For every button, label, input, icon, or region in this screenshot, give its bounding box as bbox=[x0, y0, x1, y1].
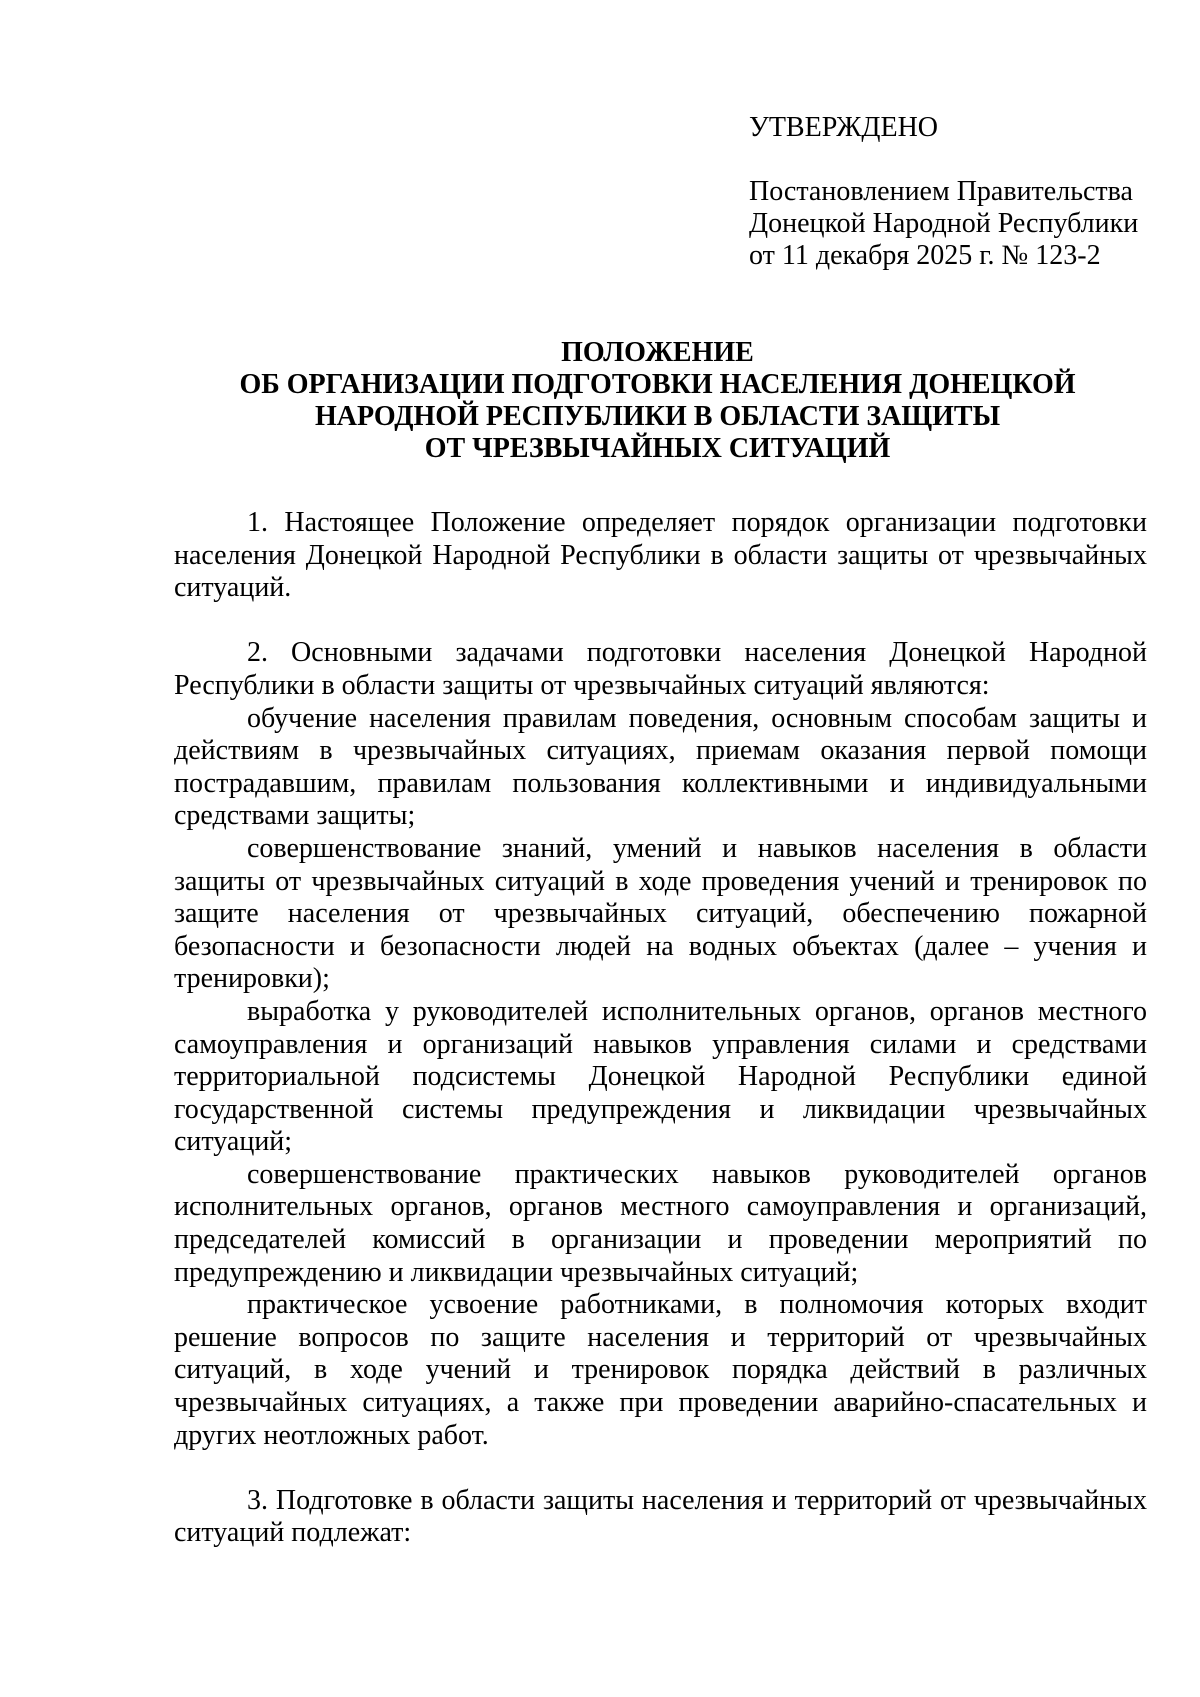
title-line-4: ОТ ЧРЕЗВЫЧАЙНЫХ СИТУАЦИЙ bbox=[424, 433, 891, 464]
paragraph-2-item-assimilation: практическое усвоение работниками, в полномочия которых входит решение вопросов по защите населения и территорий от чрезвычайных ситуаций, в ходе учений и тренировок порядка действий в различных чрезвычайных ситуациях, а также при проведении аварийно-спасательных и других неотложных работ. bbox=[174, 1289, 1147, 1451]
title-line-2: ОБ ОРГАНИЗАЦИИ ПОДГОТОВКИ НАСЕЛЕНИЯ ДОНЕЦКОЙ bbox=[239, 369, 1076, 400]
paragraph-2-item-skills: совершенствование знаний, умений и навыков населения в области защиты от чрезвычайных ситуаций в ходе проведения учений и тренировок по защите населения от чрезвычайных ситуаций, обеспечению пожарной безопасности и безопасности людей на водных объектах (далее – учения и тренировки); bbox=[174, 832, 1147, 995]
document-body bbox=[174, 507, 1147, 1550]
title-line-3: НАРОДНОЙ РЕСПУБЛИКИ В ОБЛАСТИ ЗАЩИТЫ bbox=[314, 401, 1001, 432]
paragraph-2-item-training: обучение населения правилам поведения, основным способам защиты и действиям в чрезвычайных ситуациях, приемам оказания первой помощи пострадавшим, правилам пользования коллективными и индивидуальными средствами защиты; bbox=[174, 702, 1147, 832]
title-line-1: ПОЛОЖЕНИЕ bbox=[561, 337, 754, 368]
document-title bbox=[170, 337, 1145, 465]
paragraph-1: 1. Настоящее Положение определяет порядок организации подготовки населения Донецкой Народной Республики в области защиты от чрезвычайных ситуаций. bbox=[174, 507, 1147, 604]
approval-line-date-number: от 11 декабря 2025 г. № 123-2 bbox=[749, 240, 1101, 271]
approval-line-resolution: Постановлением Правительства bbox=[749, 176, 1133, 207]
paragraph-3: 3. Подготовке в области защиты населения и территорий от чрезвычайных ситуаций подлежат: bbox=[174, 1484, 1147, 1549]
approved-heading: УТВЕРЖДЕНО bbox=[749, 112, 939, 143]
approval-stamp-block bbox=[749, 112, 1169, 272]
approval-line-republic: Донецкой Народной Республики bbox=[749, 208, 1139, 239]
paragraph-2-item-practical-skills: совершенствование практических навыков руководителей органов исполнительных органов, органов местного самоуправления и организаций, председателей комиссий в организации и проведении мероприятий по предупреждению и ликвидации чрезвычайных ситуаций; bbox=[174, 1158, 1147, 1288]
paragraph-2: 2. Основными задачами подготовки населения Донецкой Народной Республики в области защиты от чрезвычайных ситуаций являются: bbox=[174, 637, 1147, 701]
paragraph-2-item-management: выработка у руководителей исполнительных органов, органов местного самоуправления и организаций навыков управления силами и средствами территориальной подсистемы Донецкой Народной Республики единой государственной системы предупреждения и ликвидации чрезвычайных ситуаций; bbox=[174, 995, 1147, 1158]
